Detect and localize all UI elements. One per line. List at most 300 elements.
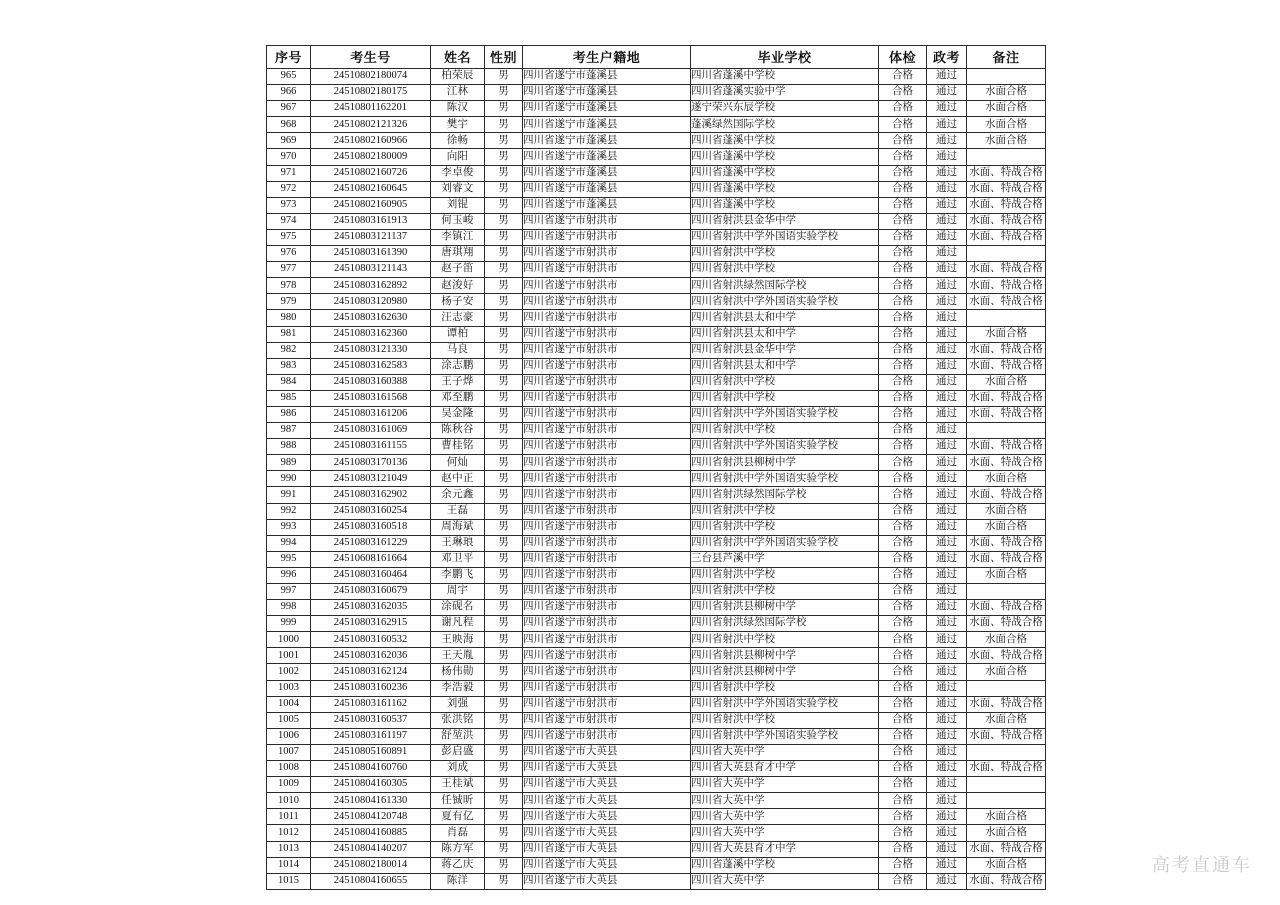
cell-seq: 1001 xyxy=(267,648,311,664)
cell-school: 四川省射洪中学校 xyxy=(691,519,879,535)
cell-gender: 男 xyxy=(485,423,523,439)
cell-hukou: 四川省遂宁市射洪市 xyxy=(523,567,691,583)
cell-gender: 男 xyxy=(485,358,523,374)
cell-seq: 1002 xyxy=(267,664,311,680)
cell-gender: 男 xyxy=(485,439,523,455)
cell-exam-no: 24510803160388 xyxy=(311,374,431,390)
cell-gender: 男 xyxy=(485,648,523,664)
cell-physical: 合格 xyxy=(879,551,927,567)
cell-seq: 973 xyxy=(267,197,311,213)
cell-political: 通过 xyxy=(927,406,967,422)
cell-physical: 合格 xyxy=(879,181,927,197)
cell-exam-no: 24510802180175 xyxy=(311,85,431,101)
cell-name: 汪志豪 xyxy=(431,310,485,326)
cell-remark: 水面合格 xyxy=(967,326,1046,342)
cell-political: 通过 xyxy=(927,246,967,262)
cell-hukou: 四川省遂宁市射洪市 xyxy=(523,439,691,455)
table-row xyxy=(267,181,1046,197)
cell-seq: 985 xyxy=(267,390,311,406)
roster-table xyxy=(266,45,1046,890)
cell-name: 邓至鹏 xyxy=(431,390,485,406)
cell-physical: 合格 xyxy=(879,229,927,245)
table-row xyxy=(267,664,1046,680)
cell-remark xyxy=(967,793,1046,809)
table-row xyxy=(267,310,1046,326)
cell-school: 四川省射洪县柳树中学 xyxy=(691,600,879,616)
cell-gender: 男 xyxy=(485,165,523,181)
cell-exam-no: 24510803160254 xyxy=(311,503,431,519)
cell-political: 通过 xyxy=(927,342,967,358)
cell-gender: 男 xyxy=(485,213,523,229)
cell-political: 通过 xyxy=(927,761,967,777)
cell-exam-no: 24510803162583 xyxy=(311,358,431,374)
table-row xyxy=(267,85,1046,101)
table-row xyxy=(267,117,1046,133)
cell-exam-no: 24510803160464 xyxy=(311,567,431,583)
cell-hukou: 四川省遂宁市大英县 xyxy=(523,744,691,760)
cell-physical: 合格 xyxy=(879,406,927,422)
cell-exam-no: 24510803162124 xyxy=(311,664,431,680)
cell-name: 何玉峻 xyxy=(431,213,485,229)
cell-name: 曹桂铭 xyxy=(431,439,485,455)
cell-seq: 966 xyxy=(267,85,311,101)
cell-political: 通过 xyxy=(927,181,967,197)
cell-remark: 水面合格 xyxy=(967,519,1046,535)
cell-name: 马良 xyxy=(431,342,485,358)
cell-seq: 980 xyxy=(267,310,311,326)
cell-exam-no: 24510803162902 xyxy=(311,487,431,503)
cell-school: 四川省射洪中学外国语实验学校 xyxy=(691,439,879,455)
cell-gender: 男 xyxy=(485,567,523,583)
cell-political: 通过 xyxy=(927,69,967,85)
table-row xyxy=(267,600,1046,616)
cell-seq: 1008 xyxy=(267,761,311,777)
table-row xyxy=(267,696,1046,712)
cell-physical: 合格 xyxy=(879,567,927,583)
table-row xyxy=(267,503,1046,519)
cell-remark xyxy=(967,584,1046,600)
cell-hukou: 四川省遂宁市射洪市 xyxy=(523,600,691,616)
cell-seq: 970 xyxy=(267,149,311,165)
cell-remark: 水面、特战合格 xyxy=(967,294,1046,310)
cell-exam-no: 24510803161197 xyxy=(311,728,431,744)
table-row xyxy=(267,873,1046,889)
cell-remark: 水面、特战合格 xyxy=(967,761,1046,777)
cell-gender: 男 xyxy=(485,69,523,85)
cell-school: 四川省射洪县太和中学 xyxy=(691,326,879,342)
cell-school: 遂宁荣兴东辰学校 xyxy=(691,101,879,117)
cell-school: 四川省射洪中学校 xyxy=(691,423,879,439)
cell-political: 通过 xyxy=(927,358,967,374)
cell-hukou: 四川省遂宁市射洪市 xyxy=(523,584,691,600)
cell-school: 四川省射洪县金华中学 xyxy=(691,342,879,358)
cell-exam-no: 24510803121049 xyxy=(311,471,431,487)
cell-exam-no: 24510803162360 xyxy=(311,326,431,342)
cell-seq: 1013 xyxy=(267,841,311,857)
cell-seq: 982 xyxy=(267,342,311,358)
cell-name: 柏荣辰 xyxy=(431,69,485,85)
cell-remark: 水面合格 xyxy=(967,471,1046,487)
cell-seq: 981 xyxy=(267,326,311,342)
table-header-row xyxy=(267,46,1046,69)
column-header-exam-no: 考生号 xyxy=(311,46,431,69)
table-row xyxy=(267,439,1046,455)
column-header-hukou: 考生户籍地 xyxy=(523,46,691,69)
cell-political: 通过 xyxy=(927,712,967,728)
cell-school: 四川省大英中学 xyxy=(691,825,879,841)
cell-political: 通过 xyxy=(927,777,967,793)
cell-name: 李镇江 xyxy=(431,229,485,245)
cell-school: 四川省射洪绿然国际学校 xyxy=(691,487,879,503)
cell-gender: 男 xyxy=(485,101,523,117)
cell-seq: 992 xyxy=(267,503,311,519)
cell-physical: 合格 xyxy=(879,809,927,825)
cell-remark: 水面合格 xyxy=(967,101,1046,117)
cell-physical: 合格 xyxy=(879,696,927,712)
cell-remark: 水面、特战合格 xyxy=(967,229,1046,245)
cell-physical: 合格 xyxy=(879,69,927,85)
cell-remark: 水面、特战合格 xyxy=(967,358,1046,374)
cell-hukou: 四川省遂宁市蓬溪县 xyxy=(523,101,691,117)
watermark: 高考直通车 xyxy=(1152,855,1252,876)
cell-school: 四川省射洪县太和中学 xyxy=(691,358,879,374)
cell-hukou: 四川省遂宁市射洪市 xyxy=(523,326,691,342)
table-row xyxy=(267,278,1046,294)
cell-political: 通过 xyxy=(927,809,967,825)
cell-gender: 男 xyxy=(485,600,523,616)
cell-physical: 合格 xyxy=(879,761,927,777)
cell-political: 通过 xyxy=(927,326,967,342)
cell-exam-no: 24510803161229 xyxy=(311,535,431,551)
cell-seq: 975 xyxy=(267,229,311,245)
cell-exam-no: 24510803161913 xyxy=(311,213,431,229)
cell-gender: 男 xyxy=(485,857,523,873)
cell-gender: 男 xyxy=(485,584,523,600)
cell-name: 谭柏 xyxy=(431,326,485,342)
cell-remark: 水面、特战合格 xyxy=(967,342,1046,358)
table-row xyxy=(267,567,1046,583)
cell-remark xyxy=(967,744,1046,760)
table-row xyxy=(267,262,1046,278)
cell-seq: 1007 xyxy=(267,744,311,760)
cell-school: 四川省射洪绿然国际学校 xyxy=(691,616,879,632)
cell-gender: 男 xyxy=(485,551,523,567)
cell-exam-no: 24510803161568 xyxy=(311,390,431,406)
cell-political: 通过 xyxy=(927,857,967,873)
cell-physical: 合格 xyxy=(879,471,927,487)
cell-physical: 合格 xyxy=(879,793,927,809)
cell-political: 通过 xyxy=(927,310,967,326)
cell-school: 四川省射洪中学校 xyxy=(691,374,879,390)
cell-hukou: 四川省遂宁市射洪市 xyxy=(523,503,691,519)
cell-remark: 水面合格 xyxy=(967,133,1046,149)
cell-name: 涂志鹏 xyxy=(431,358,485,374)
cell-name: 张洪铭 xyxy=(431,712,485,728)
cell-name: 王琳琅 xyxy=(431,535,485,551)
cell-exam-no: 24510804160885 xyxy=(311,825,431,841)
cell-remark: 水面、特战合格 xyxy=(967,390,1046,406)
cell-physical: 合格 xyxy=(879,712,927,728)
cell-exam-no: 24510803160236 xyxy=(311,680,431,696)
cell-political: 通过 xyxy=(927,503,967,519)
cell-gender: 男 xyxy=(485,117,523,133)
cell-seq: 972 xyxy=(267,181,311,197)
table-row xyxy=(267,857,1046,873)
cell-exam-no: 24510804140207 xyxy=(311,841,431,857)
cell-hukou: 四川省遂宁市射洪市 xyxy=(523,310,691,326)
cell-name: 邓卫平 xyxy=(431,551,485,567)
table-row xyxy=(267,728,1046,744)
cell-remark: 水面合格 xyxy=(967,809,1046,825)
cell-gender: 男 xyxy=(485,809,523,825)
cell-physical: 合格 xyxy=(879,455,927,471)
cell-physical: 合格 xyxy=(879,519,927,535)
cell-gender: 男 xyxy=(485,825,523,841)
cell-seq: 979 xyxy=(267,294,311,310)
cell-seq: 1006 xyxy=(267,728,311,744)
cell-remark: 水面、特战合格 xyxy=(967,600,1046,616)
cell-gender: 男 xyxy=(485,197,523,213)
cell-seq: 998 xyxy=(267,600,311,616)
cell-school: 三台县芦溪中学 xyxy=(691,551,879,567)
cell-remark: 水面、特战合格 xyxy=(967,696,1046,712)
cell-exam-no: 24510803121330 xyxy=(311,342,431,358)
cell-hukou: 四川省遂宁市射洪市 xyxy=(523,487,691,503)
cell-political: 通过 xyxy=(927,423,967,439)
cell-physical: 合格 xyxy=(879,600,927,616)
table-row xyxy=(267,584,1046,600)
cell-physical: 合格 xyxy=(879,728,927,744)
cell-seq: 1012 xyxy=(267,825,311,841)
table-row xyxy=(267,101,1046,117)
cell-exam-no: 24510803161390 xyxy=(311,246,431,262)
cell-physical: 合格 xyxy=(879,149,927,165)
cell-hukou: 四川省遂宁市射洪市 xyxy=(523,406,691,422)
cell-hukou: 四川省遂宁市蓬溪县 xyxy=(523,197,691,213)
cell-hukou: 四川省遂宁市射洪市 xyxy=(523,229,691,245)
cell-hukou: 四川省遂宁市大英县 xyxy=(523,857,691,873)
cell-school: 四川省大英中学 xyxy=(691,744,879,760)
column-header-physical: 体检 xyxy=(879,46,927,69)
cell-school: 四川省射洪中学外国语实验学校 xyxy=(691,471,879,487)
cell-physical: 合格 xyxy=(879,616,927,632)
table-row xyxy=(267,229,1046,245)
cell-political: 通过 xyxy=(927,278,967,294)
cell-remark: 水面、特战合格 xyxy=(967,165,1046,181)
cell-political: 通过 xyxy=(927,648,967,664)
cell-school: 四川省蓬溪中学校 xyxy=(691,857,879,873)
cell-hukou: 四川省遂宁市射洪市 xyxy=(523,342,691,358)
cell-hukou: 四川省遂宁市射洪市 xyxy=(523,390,691,406)
cell-school: 四川省射洪县柳树中学 xyxy=(691,455,879,471)
cell-physical: 合格 xyxy=(879,133,927,149)
cell-gender: 男 xyxy=(485,246,523,262)
roster-table-container xyxy=(266,45,1043,890)
table-row xyxy=(267,712,1046,728)
cell-physical: 合格 xyxy=(879,744,927,760)
table-row xyxy=(267,133,1046,149)
cell-exam-no: 24510804120748 xyxy=(311,809,431,825)
cell-seq: 1000 xyxy=(267,632,311,648)
cell-remark: 水面、特战合格 xyxy=(967,181,1046,197)
cell-physical: 合格 xyxy=(879,487,927,503)
cell-exam-no: 24510803161069 xyxy=(311,423,431,439)
cell-political: 通过 xyxy=(927,487,967,503)
cell-seq: 1005 xyxy=(267,712,311,728)
table-row xyxy=(267,793,1046,809)
cell-exam-no: 24510803162915 xyxy=(311,616,431,632)
table-row xyxy=(267,165,1046,181)
cell-political: 通过 xyxy=(927,213,967,229)
cell-physical: 合格 xyxy=(879,165,927,181)
column-header-name: 姓名 xyxy=(431,46,485,69)
cell-seq: 983 xyxy=(267,358,311,374)
cell-seq: 997 xyxy=(267,584,311,600)
cell-seq: 989 xyxy=(267,455,311,471)
cell-name: 周海斌 xyxy=(431,519,485,535)
table-row xyxy=(267,246,1046,262)
cell-political: 通过 xyxy=(927,471,967,487)
cell-school: 四川省射洪中学校 xyxy=(691,680,879,696)
cell-name: 刘强 xyxy=(431,696,485,712)
cell-seq: 984 xyxy=(267,374,311,390)
cell-school: 四川省射洪中学外国语实验学校 xyxy=(691,406,879,422)
cell-school: 四川省蓬溪中学校 xyxy=(691,197,879,213)
cell-name: 刘成 xyxy=(431,761,485,777)
cell-physical: 合格 xyxy=(879,246,927,262)
table-row xyxy=(267,390,1046,406)
cell-school: 四川省大英中学 xyxy=(691,777,879,793)
cell-name: 赵中正 xyxy=(431,471,485,487)
cell-exam-no: 24510803160518 xyxy=(311,519,431,535)
cell-hukou: 四川省遂宁市大英县 xyxy=(523,841,691,857)
cell-remark: 水面、特战合格 xyxy=(967,551,1046,567)
cell-school: 四川省射洪中学校 xyxy=(691,632,879,648)
cell-gender: 男 xyxy=(485,728,523,744)
cell-hukou: 四川省遂宁市大英县 xyxy=(523,777,691,793)
cell-remark: 水面、特战合格 xyxy=(967,728,1046,744)
cell-name: 王映海 xyxy=(431,632,485,648)
cell-political: 通过 xyxy=(927,696,967,712)
cell-gender: 男 xyxy=(485,181,523,197)
cell-political: 通过 xyxy=(927,793,967,809)
cell-remark xyxy=(967,69,1046,85)
cell-name: 王子烨 xyxy=(431,374,485,390)
cell-hukou: 四川省遂宁市射洪市 xyxy=(523,471,691,487)
cell-physical: 合格 xyxy=(879,262,927,278)
cell-school: 四川省射洪县柳树中学 xyxy=(691,664,879,680)
cell-exam-no: 24510802160966 xyxy=(311,133,431,149)
cell-exam-no: 24510802160726 xyxy=(311,165,431,181)
cell-remark xyxy=(967,149,1046,165)
cell-name: 李鹏飞 xyxy=(431,567,485,583)
cell-exam-no: 24510801162201 xyxy=(311,101,431,117)
cell-name: 陈洋 xyxy=(431,873,485,889)
cell-physical: 合格 xyxy=(879,294,927,310)
column-header-school: 毕业学校 xyxy=(691,46,879,69)
cell-gender: 男 xyxy=(485,761,523,777)
cell-exam-no: 24510804161330 xyxy=(311,793,431,809)
cell-gender: 男 xyxy=(485,696,523,712)
table-row xyxy=(267,358,1046,374)
cell-seq: 986 xyxy=(267,406,311,422)
cell-school: 四川省射洪中学外国语实验学校 xyxy=(691,229,879,245)
cell-seq: 991 xyxy=(267,487,311,503)
cell-school: 四川省射洪中学校 xyxy=(691,246,879,262)
cell-hukou: 四川省遂宁市大英县 xyxy=(523,825,691,841)
table-row xyxy=(267,471,1046,487)
cell-name: 余元鑫 xyxy=(431,487,485,503)
cell-name: 彭启盛 xyxy=(431,744,485,760)
cell-exam-no: 24510803162630 xyxy=(311,310,431,326)
table-row xyxy=(267,197,1046,213)
cell-hukou: 四川省遂宁市射洪市 xyxy=(523,278,691,294)
cell-hukou: 四川省遂宁市射洪市 xyxy=(523,358,691,374)
cell-school: 四川省射洪中学外国语实验学校 xyxy=(691,535,879,551)
cell-school: 四川省蓬溪中学校 xyxy=(691,181,879,197)
cell-seq: 996 xyxy=(267,567,311,583)
cell-seq: 1004 xyxy=(267,696,311,712)
cell-name: 王天胤 xyxy=(431,648,485,664)
cell-remark: 水面、特战合格 xyxy=(967,648,1046,664)
cell-political: 通过 xyxy=(927,519,967,535)
cell-name: 王桂斌 xyxy=(431,777,485,793)
cell-remark: 水面合格 xyxy=(967,664,1046,680)
cell-political: 通过 xyxy=(927,197,967,213)
cell-physical: 合格 xyxy=(879,358,927,374)
cell-political: 通过 xyxy=(927,535,967,551)
cell-hukou: 四川省遂宁市射洪市 xyxy=(523,213,691,229)
cell-hukou: 四川省遂宁市射洪市 xyxy=(523,535,691,551)
cell-hukou: 四川省遂宁市射洪市 xyxy=(523,632,691,648)
cell-political: 通过 xyxy=(927,744,967,760)
cell-school: 四川省射洪中学校 xyxy=(691,262,879,278)
cell-exam-no: 24510803120980 xyxy=(311,294,431,310)
cell-seq: 999 xyxy=(267,616,311,632)
cell-political: 通过 xyxy=(927,825,967,841)
cell-school: 四川省射洪中学外国语实验学校 xyxy=(691,294,879,310)
cell-seq: 976 xyxy=(267,246,311,262)
cell-physical: 合格 xyxy=(879,841,927,857)
table-row xyxy=(267,680,1046,696)
cell-school: 四川省射洪县柳树中学 xyxy=(691,648,879,664)
cell-political: 通过 xyxy=(927,551,967,567)
cell-exam-no: 24510803160679 xyxy=(311,584,431,600)
cell-name: 周宇 xyxy=(431,584,485,600)
table-row xyxy=(267,342,1046,358)
cell-seq: 978 xyxy=(267,278,311,294)
cell-gender: 男 xyxy=(485,616,523,632)
cell-hukou: 四川省遂宁市射洪市 xyxy=(523,696,691,712)
cell-exam-no: 24510803162036 xyxy=(311,648,431,664)
cell-political: 通过 xyxy=(927,101,967,117)
table-header xyxy=(267,46,1046,69)
cell-seq: 968 xyxy=(267,117,311,133)
cell-remark: 水面、特战合格 xyxy=(967,487,1046,503)
cell-name: 陈汉 xyxy=(431,101,485,117)
cell-name: 陈方军 xyxy=(431,841,485,857)
cell-hukou: 四川省遂宁市射洪市 xyxy=(523,423,691,439)
cell-political: 通过 xyxy=(927,374,967,390)
cell-name: 夏有亿 xyxy=(431,809,485,825)
cell-hukou: 四川省遂宁市射洪市 xyxy=(523,728,691,744)
cell-political: 通过 xyxy=(927,85,967,101)
cell-political: 通过 xyxy=(927,632,967,648)
cell-gender: 男 xyxy=(485,503,523,519)
cell-physical: 合格 xyxy=(879,117,927,133)
cell-seq: 967 xyxy=(267,101,311,117)
cell-name: 涂砚名 xyxy=(431,600,485,616)
